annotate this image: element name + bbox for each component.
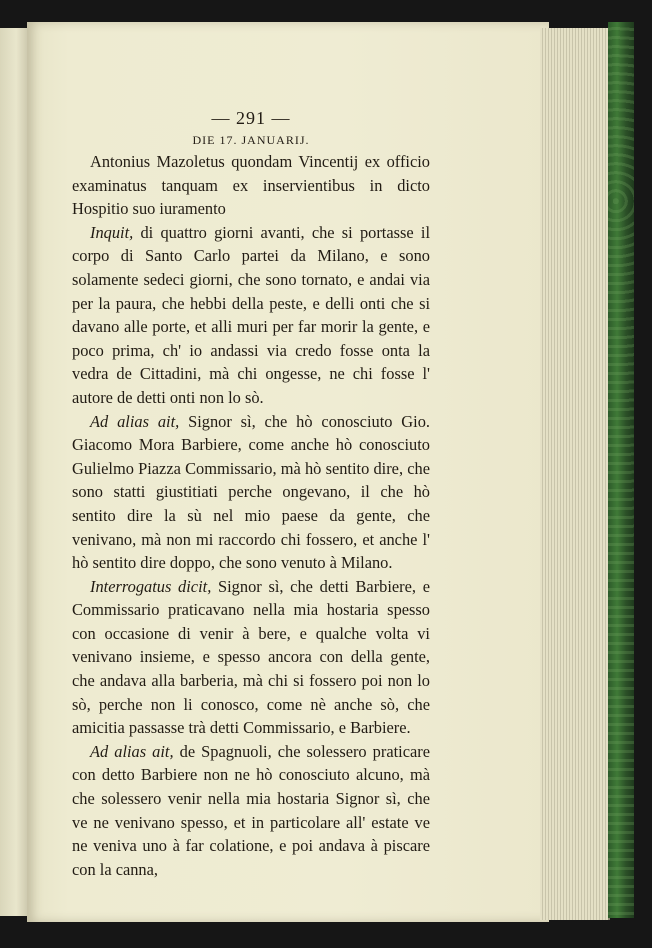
marbled-cover xyxy=(608,22,634,918)
paragraph-lead: Inquit, xyxy=(90,222,134,242)
paragraph-body: Signor sì, che hò conosciuto Gio. Giacomo Mora Barbiere, come anche hò conosciuto Gulielmo Piazza Commissario, mà hò sentito dire, che sono statti giustitiati perche ongevano, il che hò sentito dire la sù nel mio paese da gente, che venivano, mà non mi raccordo chi fossero, et anche l' hò sentito dire doppo, che sono venuto à Milano. xyxy=(72,411,430,573)
paragraph-4 xyxy=(72,740,430,882)
paragraph-2 xyxy=(72,410,430,575)
paragraph-body: Signor sì, che detti Barbiere, e Commissario praticavano nella mia hostaria spesso con occasione di venir à bere, e qualche volta vi venivano insieme, e spesso ancora con della gente, che andava alla barberia, mà chi si fossero poi non lo sò, perche non li conosco, come nè anche sò, che amicitia passasse trà detti Commissario, e Barbiere. xyxy=(72,576,430,738)
deposition-heading xyxy=(72,150,430,221)
paragraph-body: di quattro giorni avanti, che si portasse il corpo di Santo Carlo partei da Milano, e sono solamente sedeci giorni, che sono tornato, e andai via per la paura, che hebbi della peste, e delli onti che si davano alle porte, et alli muri per far morir la gente, e poco prima, ch' io andassi via credo fosse onta la vedra de Cittadini, mà chi ongesse, ne chi fosse l' autore de detti onti non lo sò. xyxy=(72,222,430,407)
deponent-name: Antonius Mazoletus xyxy=(90,152,225,171)
paragraph-3 xyxy=(72,575,430,740)
date-heading: DIE 17. JANUARIJ. xyxy=(192,133,310,147)
paragraph-lead: Interrogatus dicit, xyxy=(90,576,212,596)
paragraph-body: de Spagnuoli, che solessero praticare con detto Barbiere non ne hò conosciuto alcuno, mà che solessero venir nella mia hostaria Signor sì, che ve ne venivano spesso, et in particolare all' estate ve ne veniva uno à far colatione, e poi andava à piscare con la canna, xyxy=(72,741,430,879)
left-page-edge xyxy=(0,28,28,916)
deposition-formula: quondam Vincentij ex officio examinatus tanquam ex inservientibus in dicto Hospitio suo iuramento xyxy=(72,152,431,219)
paragraph-lead: Ad alias ait, xyxy=(90,741,174,761)
paragraph-1 xyxy=(72,221,430,410)
paragraph-lead: Ad alias ait, xyxy=(90,411,180,431)
page-number: — 291 — xyxy=(211,108,291,128)
page-text xyxy=(72,108,430,881)
page-block-edges xyxy=(540,28,610,920)
